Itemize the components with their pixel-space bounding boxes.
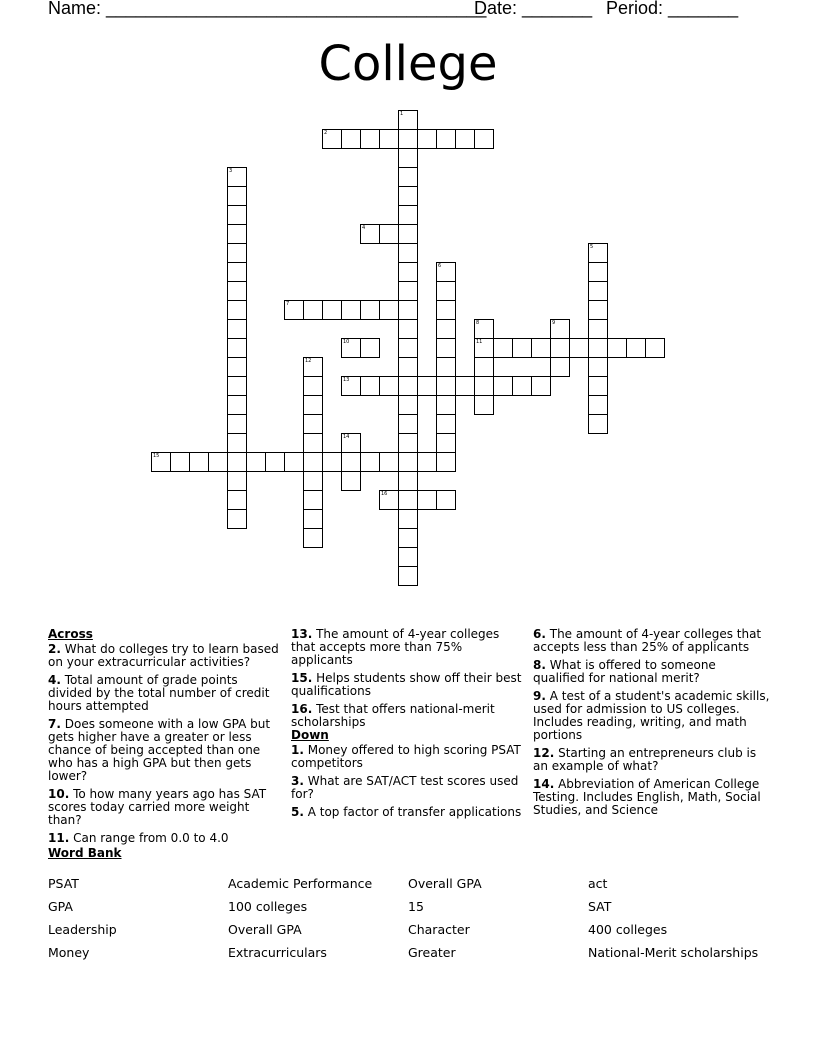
- down-clue: [533, 690, 771, 742]
- word-bank-item: Extracurriculars: [228, 945, 327, 960]
- clue-num: 3.: [291, 774, 304, 788]
- clue-number: 5: [590, 244, 594, 250]
- clue-text: Helps students show off their best qualifications: [291, 671, 522, 698]
- clue-text: The amount of 4-year colleges that accepts more than 75% applicants: [291, 627, 500, 667]
- clue-number: 2: [324, 130, 328, 136]
- clue-number: 9: [552, 320, 556, 326]
- word-bank-item: Character: [408, 922, 470, 937]
- clue-num: 6.: [533, 627, 546, 641]
- across-clue: [48, 674, 284, 713]
- clue-text: Abbreviation of American College Testing. Includes English, Math, Social Studies, and Science: [533, 777, 761, 817]
- word-bank-item: Overall GPA: [228, 922, 302, 937]
- clue-text: A test of a student's academic skills, used for admission to US colleges. Includes reading, writing, and math portions: [533, 689, 770, 742]
- page-title: College: [318, 36, 498, 92]
- clue-text: What do colleges try to learn based on your extracurricular activities?: [48, 642, 279, 669]
- clue-number: 3: [229, 168, 233, 174]
- clue-num: 16.: [291, 702, 313, 716]
- word-bank-item: PSAT: [48, 876, 79, 891]
- clue-num: 2.: [48, 642, 61, 656]
- clue-num: 7.: [48, 717, 61, 731]
- down-clue: [291, 775, 523, 801]
- word-bank-item: GPA: [48, 899, 73, 914]
- clue-text: A top factor of transfer applications: [303, 805, 522, 819]
- clue-num: 9.: [533, 689, 546, 703]
- word-bank-item: 15: [408, 899, 424, 914]
- clue-column-1: [48, 628, 284, 845]
- across-heading: Across: [48, 627, 93, 641]
- word-bank-item: Greater: [408, 945, 456, 960]
- clue-num: 11.: [48, 831, 70, 845]
- clue-num: 14.: [533, 777, 555, 791]
- word-bank-item: act: [588, 876, 608, 891]
- clue-text: What is offered to someone qualified for national merit?: [533, 658, 716, 685]
- clue-number: 6: [438, 263, 442, 269]
- clue-number: 4: [362, 225, 366, 231]
- down-clue: [533, 659, 771, 685]
- clue-num: 8.: [533, 658, 546, 672]
- clue-num: 5.: [291, 805, 304, 819]
- clue-text: Starting an entrepreneurs club is an example of what?: [533, 746, 757, 773]
- clue-text: What are SAT/ACT test scores used for?: [291, 774, 519, 801]
- period-field: Period: _______: [606, 0, 739, 18]
- down-clue: [291, 806, 523, 819]
- clue-text: Total amount of grade points divided by the total number of credit hours attempted: [48, 673, 270, 713]
- across-clue: [48, 718, 284, 783]
- clue-num: 10.: [48, 787, 70, 801]
- clue-number: 1: [400, 111, 404, 117]
- clue-text: The amount of 4-year colleges that accepts less than 25% of applicants: [533, 627, 762, 654]
- clue-number: 7: [286, 301, 290, 307]
- clue-number: 12: [305, 358, 312, 364]
- clue-column-3: [533, 628, 771, 817]
- clue-num: 4.: [48, 673, 61, 687]
- word-bank-item: SAT: [588, 899, 612, 914]
- clue-column-2: [291, 628, 523, 819]
- clue-num: 1.: [291, 743, 304, 757]
- word-bank-item: National-Merit scholarships: [588, 945, 759, 960]
- across-clue: [48, 832, 284, 845]
- clue-number: 10: [343, 339, 350, 345]
- down-heading: Down: [291, 728, 329, 742]
- clue-text: Money offered to high scoring PSAT competitors: [291, 743, 521, 770]
- clue-number: 15: [153, 453, 160, 459]
- clue-text: To how many years ago has SAT scores today carried more weight than?: [48, 787, 267, 827]
- clue-text: Test that offers national-merit scholarships: [291, 702, 495, 729]
- clue-number: 13: [343, 377, 350, 383]
- word-bank-item: 400 colleges: [588, 922, 668, 937]
- across-clue: [48, 643, 284, 669]
- word-bank-heading: Word Bank: [48, 846, 122, 860]
- clue-number: 8: [476, 320, 480, 326]
- word-bank-item: Academic Performance: [228, 876, 373, 891]
- name-field: Name: ______________________________________: [48, 0, 487, 18]
- clue-text: Does someone with a low GPA but gets higher have a greater or less chance of being accepted than one who has a high GPA but then gets lower?: [48, 717, 271, 783]
- word-bank: [48, 845, 768, 961]
- clue-number: 16: [381, 491, 388, 497]
- word-bank-item: Overall GPA: [408, 876, 482, 891]
- clue-number: 14: [343, 434, 350, 440]
- across-clue: [291, 628, 523, 667]
- down-clue: [291, 744, 523, 770]
- word-bank-item: Leadership: [48, 922, 117, 937]
- across-clue: [291, 703, 523, 729]
- down-clue: [533, 778, 771, 817]
- date-field: Date: _______: [474, 0, 593, 18]
- word-bank-item: Money: [48, 945, 90, 960]
- word-bank-item: 100 colleges: [228, 899, 308, 914]
- word-bank-list: [48, 861, 768, 961]
- clue-text: Can range from 0.0 to 4.0: [69, 831, 229, 845]
- clue-num: 15.: [291, 671, 313, 685]
- down-clue: [533, 747, 771, 773]
- across-clue: [291, 672, 523, 698]
- clue-number: 11: [476, 339, 483, 345]
- clue-num: 13.: [291, 627, 313, 641]
- down-clue: [533, 628, 771, 654]
- clue-num: 12.: [533, 746, 555, 760]
- across-clue: [48, 788, 284, 827]
